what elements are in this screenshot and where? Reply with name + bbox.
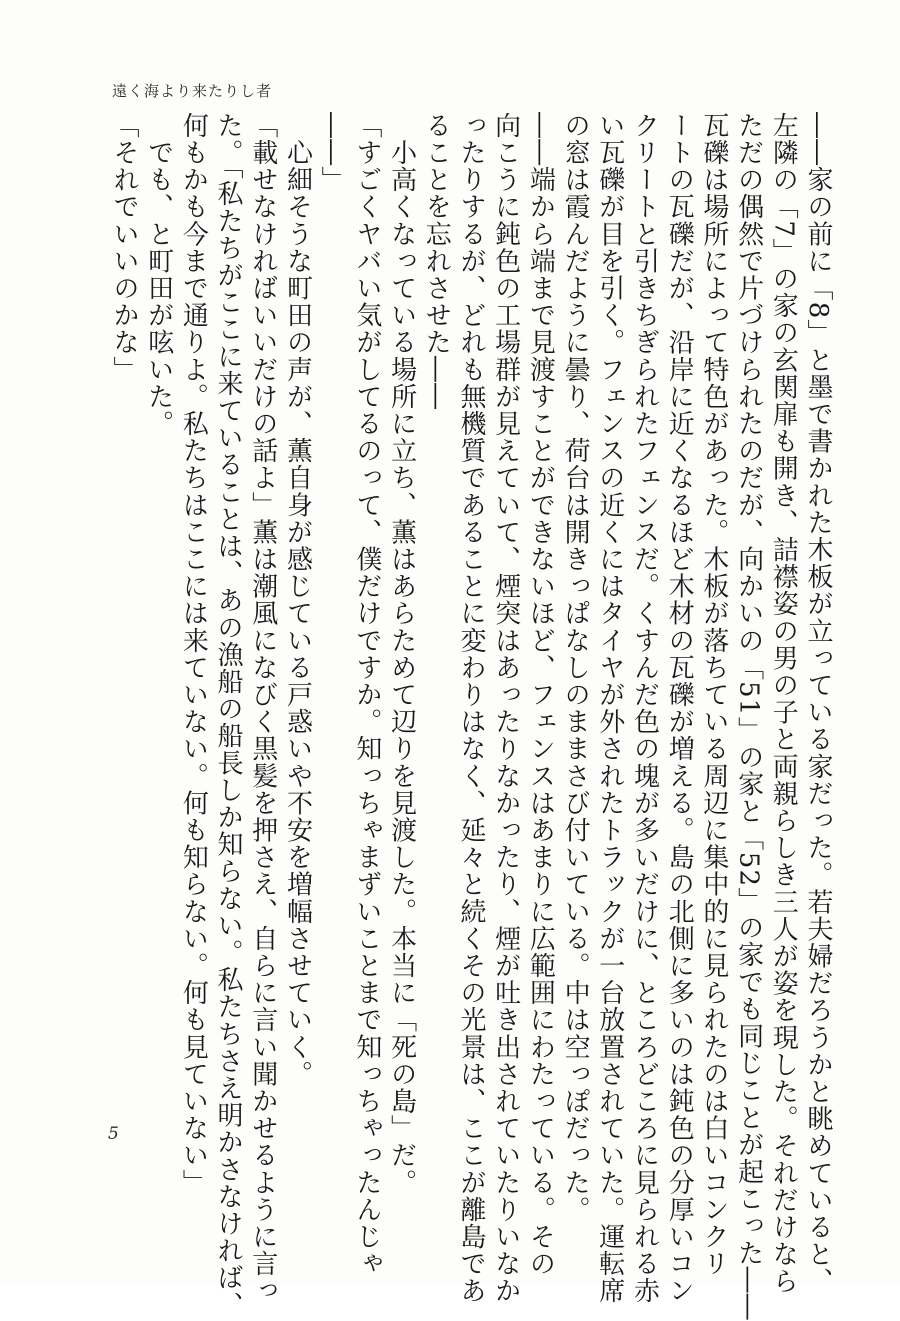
text-line: 「載せなければいいだけの話よ」薫は潮風になびく黒髪を押さえ、自らに言い聞かせるように言っ: [247, 112, 278, 1305]
text-line: た。「私たちがここに来ていることは、あの漁船の船長しか知らない。私たちさえ明かさなければ、: [213, 112, 244, 1319]
text-line: ることを忘れさせた――: [421, 112, 452, 411]
text-line: 何もかも今まで通りよ。私たちはここには来ていない。何も知らない。何も見ていない」: [178, 112, 209, 1196]
text-line: 心細そうな町田の声が、薫自身が感じている戸惑いや不安を増幅させていく。: [282, 112, 313, 1088]
text-line: の窓は霞んだように曇り、荷台は開きっぱなしのままさび付いている。中は空っぽだった。: [560, 112, 591, 1224]
text-line: クリートと引きちぎられたフェンスだ。くすんだ色の塊が多いだけに、ところどころに見られる赤: [629, 112, 660, 1305]
text-line: 小高くなっている場所に立ち、薫はあらためて辺りを見渡した。本当に「死の島」だ。: [386, 112, 417, 1196]
text-line: 向こうに鈍色の工場群が見えていて、煙突はあったりなかったり、煙が吐き出されていたりいなか: [490, 112, 521, 1305]
text-line: ――家の前に「8」と墨で書かれた木板が立っている家だった。若夫婦だろうかと眺めていると、: [803, 112, 833, 1295]
text-line: ――」: [317, 112, 348, 194]
text-line: ただの偶然で片づけられたのだが、向かいの「51」の家と「52」の家でも同じことが起こった――: [733, 112, 764, 1321]
text-line: ――端から端まで見渡すことができないほど、フェンスはあまりに広範囲にわたっている。その: [525, 112, 556, 1278]
vertical-body-text: [106, 112, 835, 1321]
text-line: 瓦礫は場所によって特色があった。木板が落ちている周辺に集中的に見られたのは白いコンクリ: [698, 112, 729, 1278]
text-line: 「それでいいのかな」: [108, 112, 139, 383]
text-line: い瓦礫が目を引く。フェンスの近くにはタイヤが外されたトラックが一台放置されていた。運転席: [594, 112, 625, 1305]
page-number: 5: [108, 1124, 119, 1144]
text-line: でも、と町田が呟いた。: [143, 112, 174, 438]
text-line: ったりするが、どれも無機質であることに変わりはなく、延々と続くその光景は、ここが離島であ: [455, 112, 486, 1305]
text-line: 左隣の「7」の家の玄関扉も開き、詰襟姿の男の子と両親らしき三人が姿を現した。それだけなら: [768, 112, 799, 1295]
text-line: ートの瓦礫だが、沿岸に近くなるほど木材の瓦礫が増える。島の北側に多いのは鈍色の分厚いコン: [664, 112, 695, 1305]
text-line: 「すごくヤバい気がしてるのって、僕だけですか。知っちゃまずいことまで知っちゃったんじゃ: [351, 112, 382, 1278]
running-header-title: 遠く海より来たりし者: [112, 82, 273, 100]
